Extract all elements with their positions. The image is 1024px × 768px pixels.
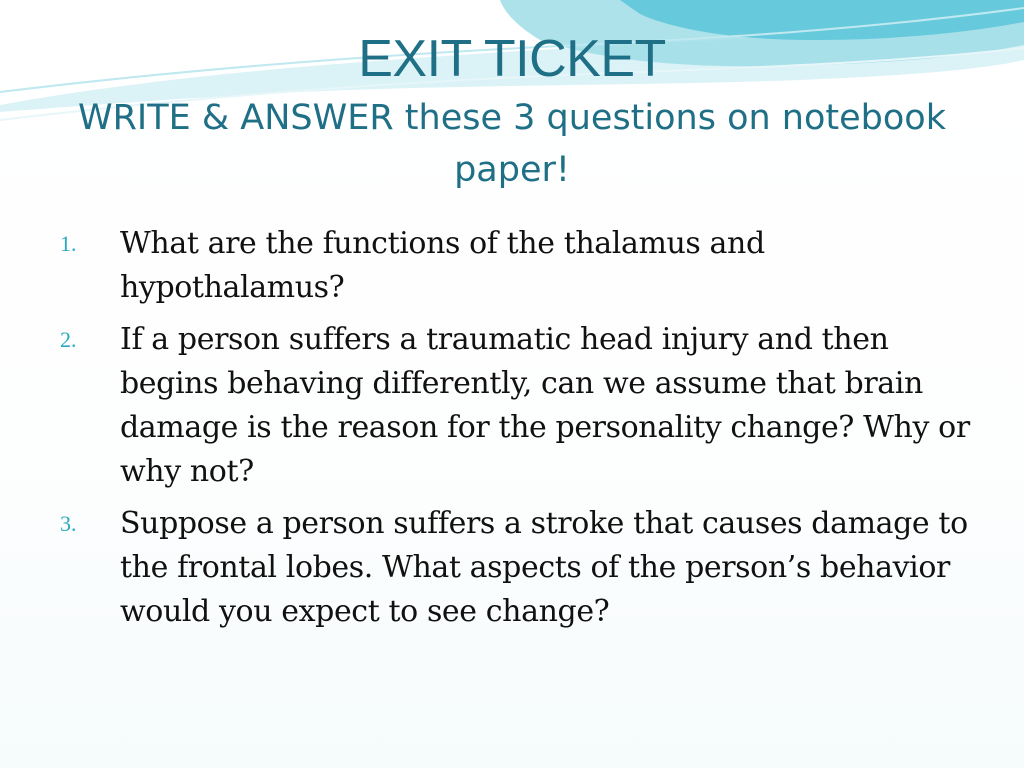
question-number: 2. [60, 327, 77, 352]
question-number: 1. [60, 231, 77, 256]
slide-subtitle: WRITE & ANSWER these 3 questions on notebook paper! [78, 98, 946, 190]
question-item-3 [60, 502, 970, 634]
question-item-1 [60, 222, 970, 310]
question-text: Suppose a person suffers a stroke that causes damage to the frontal lobes. What aspects of the person’s behavior would you expect to see change? [120, 506, 968, 629]
question-text: If a person suffers a traumatic head injury and then begins behaving differently, can we assume that brain damage is the reason for the personality change? Why or why not? [120, 322, 970, 489]
title-block [40, 28, 984, 196]
question-list [60, 222, 970, 642]
question-item-2 [60, 318, 970, 494]
question-text: What are the functions of the thalamus and hypothalamus? [120, 226, 765, 305]
question-number: 3. [60, 511, 77, 536]
slide-title: EXIT TICKET [358, 30, 666, 88]
